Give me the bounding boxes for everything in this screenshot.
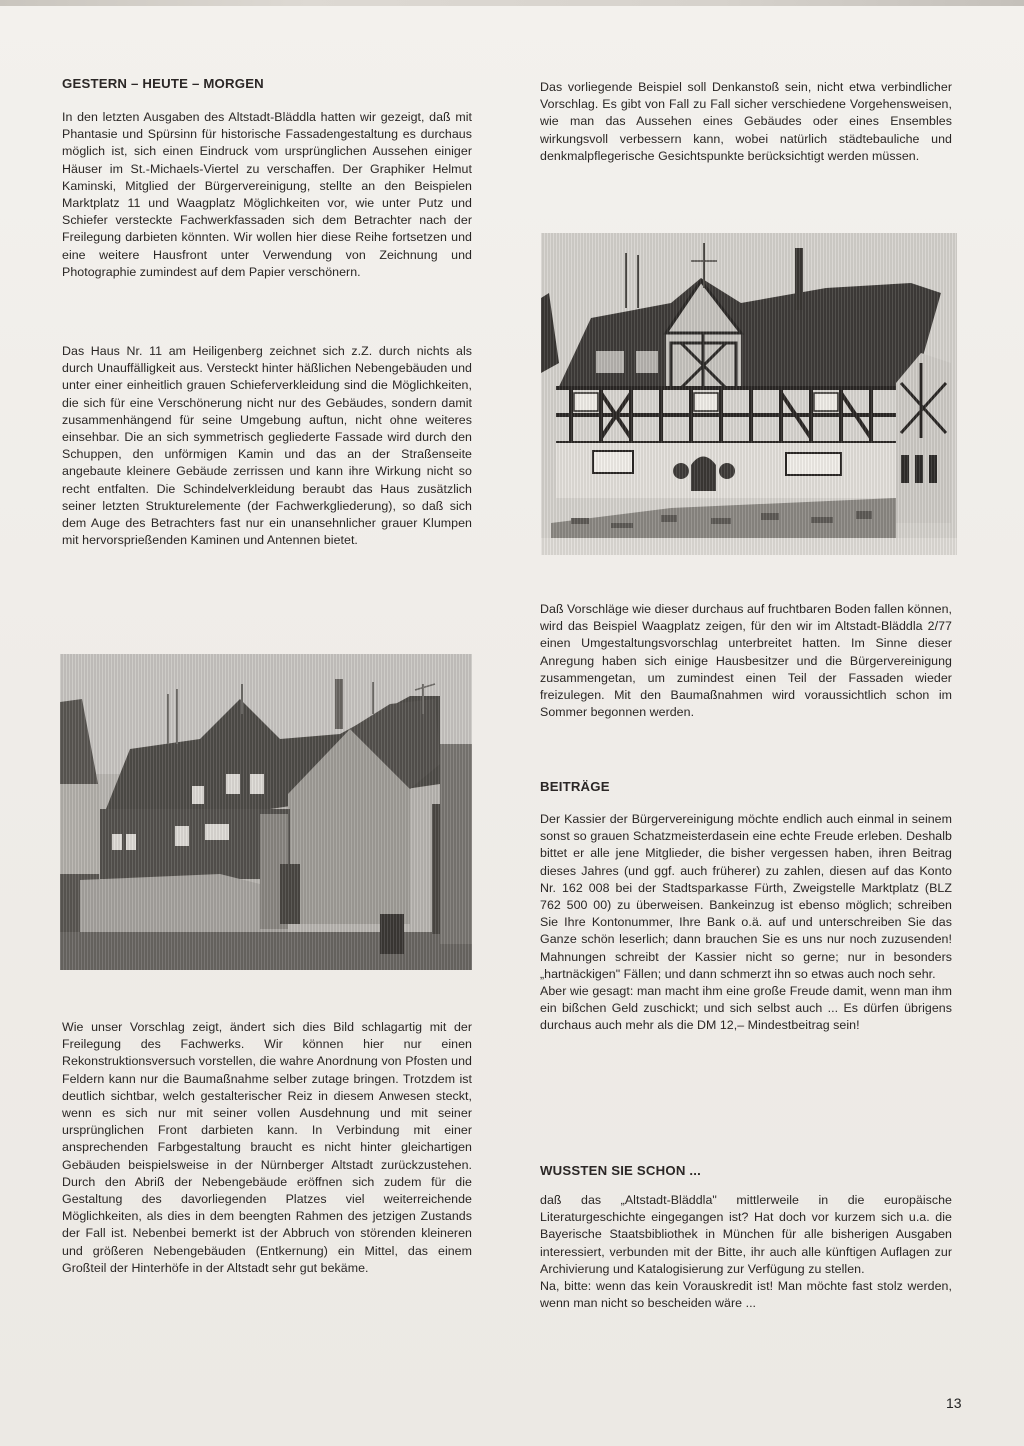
- paragraph-text: Daß Vorschläge wie dieser durchaus auf fruchtbaren Boden fallen können, wird das Beispiel Waagplatz zeigen, für den wir im Altstadt-Bläddla 2/77 einen Umgestaltungsvorschlag unterbreitet hatten. Im Sinne dieser Anregung haben sich einige Hausbesitzer und die Bürgervereinigung zusammengetan, um zumindest einen Teil der Fassaden wieder freizulegen. Mit den Baumaßnahmen wird voraussichtlich schon im Sommer begonnen werden.: [540, 602, 953, 720]
- article-paragraph-wussten-sie-schon: [540, 1192, 952, 1312]
- article-paragraph-denkanstoss: [540, 79, 952, 165]
- paragraph-text: Aber wie gesagt: man macht ihm eine große Freude damit, wenn man ihm ein bißchen Geld zuschickt; und sich selbst auch ... Es dürfen übrigens durchaus auch mehr als die DM 12,– Mindestbeitrag sein!: [540, 984, 952, 1033]
- paragraph-text: Das Haus Nr. 11 am Heiligenberg zeichnet sich z.Z. durch nichts als durch Unauffälligkeit aus. Versteckt hinter häßlichen Nebengebäuden und unter einer einheitlich grauen Schieferverkleidung sind die Möglichkeiten, die sich für eine Verschönerung nicht nur des Gebäudes, sondern damit zusammenhängend für seine Umgebung auftun, nicht ohne weiteres einsehbar. Die an sich symmetrisch gegliederte Fassade wird durch den Schuppen, den unförmigen Kamin und das an der Straßenseite angebaute kleinere Gebäude zerrissen und kann ihre Wirkung nicht so recht entfalten. Die Schindelverkleidung beraubt das Haus zusätzlich seiner letzten Strukturelemente (der Fachwerkgliederung), so daß sich dem Auge des Betrachters fast nur ein unansehnlicher grauer Klumpen mit hervorsprießenden Kaminen und Antennen bietet.: [62, 344, 472, 548]
- house-photo-image: [60, 654, 472, 970]
- photo-heiligenberg-house-current: [60, 654, 472, 970]
- section-heading-gestern-heute-morgen: GESTERN – HEUTE – MORGEN: [62, 76, 264, 91]
- paragraph-text: Na, bitte: wenn das kein Vorauskredit ist! Man möchte fast stolz werden, wenn man nicht so bescheiden wäre ...: [540, 1279, 952, 1311]
- paragraph-text: Das vorliegende Beispiel soll Denkanstoß sein, nicht etwa verbindlicher Vorschlag. Es gibt von Fall zu Fall sicher verschiedene Vorgehensweisen, wie man das Aussehen eines Gebäudes oder eines Ensembles wirkungsvoll verbessern kann, wobei natürlich städtebauliche und denkmalpflegerische Gesichtspunkte berücksichtigt werden müssen.: [540, 80, 952, 163]
- article-paragraph-reconstruction: [62, 1019, 472, 1277]
- section-heading-beitraege: BEITRÄGE: [540, 779, 610, 794]
- article-paragraph-waagplatz: [540, 601, 952, 721]
- page-number: 13: [946, 1395, 962, 1411]
- photo-fachwerk-reconstruction: [541, 233, 957, 555]
- section-heading-wussten-sie-schon: WUSSTEN SIE SCHON ...: [540, 1163, 702, 1178]
- paragraph-text: Wie unser Vorschlag zeigt, ändert sich dies Bild schlagartig mit der Freilegung des Fachwerks. Wir können hier nur einen Rekonstruktionsversuch vorstellen, die wahre Anordnung von Pfosten und Feldern kann nur die Baumaßnahme selber zutage bringen. Trotzdem ist deutlich sichtbar, welch gestalterischer Reiz in diesem Anwesen steckt, wenn es sich nur mit seiner vollen Ausdehnung und mit seiner ursprünglichen Front darbieten kann. In Verbindung mit einer ansprechenden Farbgestaltung braucht es nicht hinter gleichartigen Gebäuden beispielsweise in der Nürnberger Altstadt zurückzustehen. Durch den Abriß der Nebengebäude eröffnen sich zudem für die Gestaltung des davorliegenden Platzes viel weiterreichende Möglichkeiten, als dies in dem beengten Rahmen des jetzigen Zustands der Fall ist. Nebenbei bemerkt ist der Abbruch von störenden kleineren und größeren Nebengebäuden (Entkernung) ein Mittel, das einem Großteil der Hinterhöfe in der Altstadt sehr gut bekäme.: [62, 1020, 472, 1275]
- article-paragraph-heiligenberg: [62, 343, 472, 549]
- article-paragraph-intro: [62, 109, 472, 281]
- article-paragraph-beitraege: [540, 811, 952, 1035]
- fachwerk-house-image: [541, 233, 957, 555]
- paragraph-text: In den letzten Ausgaben des Altstadt-Bläddla hatten wir gezeigt, daß mit Phantasie und Spürsinn für historische Fassadengestaltung es durchaus möglich ist, sich einen Eindruck vom ursprünglichen Aussehen einiger Häuser im St.-Michaels-Viertel zu verschaffen. Der Graphiker Helmut Kaminski, Mitglied der Bürgervereinigung, stellte an den Beispielen Marktplatz 11 und Waagplatz Möglichkeiten vor, wie unter Putz und Schiefer versteckte Fachwerkfassaden sich dem Betrachter nach der Freilegung darbieten könnten. Wir wollen hier diese Reihe fortsetzen und eine weitere Hausfront unter Verwendung von Zeichnung und Photographie zumindest auf dem Papier verschönern.: [62, 110, 472, 279]
- paragraph-text: daß das „Altstadt-Bläddla" mittlerweile in die europäische Literaturgeschichte eingegangen ist? Hat doch vor kurzem sich u.a. die Bayerische Staatsbibliothek in München für alle bisherigen Ausgaben interessiert, verbunden mit der Bitte, ihr auch alle künftigen Auflagen zur Archivierung und Katalogisierung zur Verfügung zu stellen.: [540, 1193, 952, 1276]
- paragraph-text: Der Kassier der Bürgervereinigung möchte endlich auch einmal in seinem sonst so grauen Schatzmeisterdasein eine echte Freude erleben. Deshalb bittet er alle jene Mitglieder, die bisher vergessen haben, ihren Beitrag dieses Jahres (und ggf. auch früherer) zu zahlen, diesen auf das Konto Nr. 162 008 bei der Stadtsparkasse Fürth, Zweigstelle Marktplatz (BLZ 762 500 00) zu überweisen. Bankeinzug ist ebenso möglich; schreiben Sie Ihre Kontonummer, Ihre Bank o.ä. auf und unterschreiben Sie das Ganze schön leserlich; dann brauchen Sie es uns nur noch zuzusenden! Mahnungen schreibt der Kassier nicht so gerne; nur in besonders „hartnäckigen" Fällen; und dann schmerzt ihn so etwas auch noch sehr.: [540, 812, 952, 981]
